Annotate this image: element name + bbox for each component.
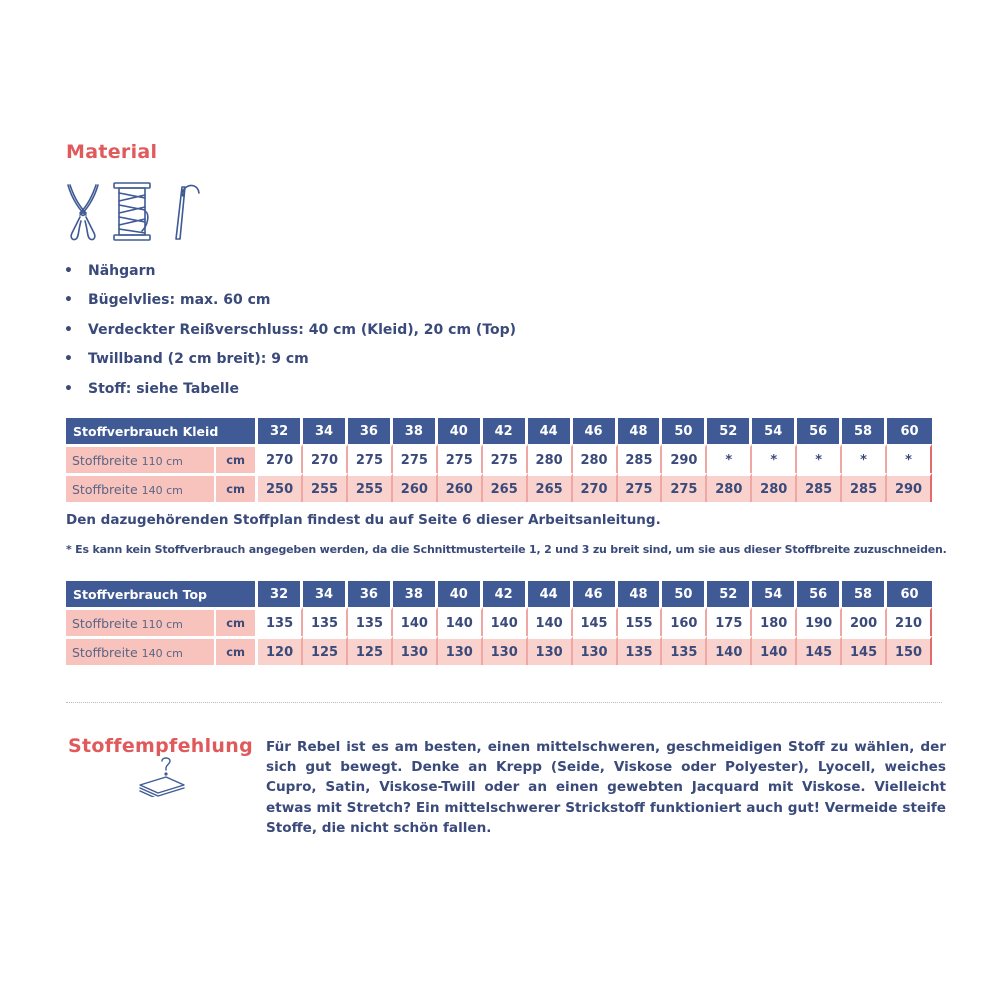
size-header: 32	[258, 418, 303, 444]
recommendation-text: Für Rebel ist es am besten, einen mittelschweren, geschmeidigen Stoff zu wählen, der sich gut bewegt. Denke an Krepp (Seide, Viskose oder Polyester), Lyocell, weiches Cupro, Satin, Viskose-Twill oder an einen gewebten Jacquard mit Viskose. Vielleicht etwas mit Stretch? Ein mittelschwerer Strickstoff funktioniert auch gut! Vermeide steife Stoffe, die nicht schön fallen.	[266, 739, 946, 836]
table-cell: 280	[528, 444, 573, 473]
table-cell: 145	[573, 607, 618, 636]
table-cell: 135	[258, 607, 303, 636]
table-cell: 255	[303, 473, 348, 502]
table-cell: 180	[752, 607, 797, 636]
row-label-text: Stoffbreite	[72, 644, 138, 660]
table-cell: 270	[573, 473, 618, 502]
size-header: 60	[887, 581, 932, 607]
size-header: 56	[797, 418, 842, 444]
material-item-thread: • Nähgarn	[64, 258, 516, 287]
size-header: 38	[393, 418, 438, 444]
thread-spool-icon	[114, 183, 150, 240]
table-cell: 140	[483, 607, 528, 636]
table-cell: 130	[438, 636, 483, 665]
fabric-table-dress	[66, 418, 932, 502]
table-cell: 285	[618, 444, 663, 473]
table-cell: 135	[662, 636, 707, 665]
table-cell: 140	[438, 607, 483, 636]
size-header: 40	[438, 581, 483, 607]
table-cell: 175	[707, 607, 752, 636]
table-cell: *	[707, 444, 752, 473]
table-cell: 265	[483, 473, 528, 502]
table-row	[66, 636, 932, 665]
size-header: 46	[573, 581, 618, 607]
table-cell: 280	[573, 444, 618, 473]
material-item-twill-tape: • Twillband (2 cm breit): 9 cm	[64, 346, 516, 375]
table-cell: 275	[618, 473, 663, 502]
table-cell: 285	[797, 473, 842, 502]
table-cell: 135	[618, 636, 663, 665]
table-cell: 290	[662, 444, 707, 473]
table-header-row	[66, 581, 932, 607]
table-cell: 265	[528, 473, 573, 502]
table-cell: 130	[573, 636, 618, 665]
row-label	[66, 473, 216, 502]
size-header: 48	[618, 581, 663, 607]
size-header: 36	[348, 581, 393, 607]
table-cell: 120	[258, 636, 303, 665]
table-cell: 130	[483, 636, 528, 665]
table-cell: 275	[483, 444, 528, 473]
table-cell: 145	[842, 636, 887, 665]
material-icons	[64, 181, 214, 243]
size-header: 50	[662, 581, 707, 607]
material-item-fabric: • Stoff: siehe Tabelle	[64, 376, 516, 405]
table-cell: 275	[393, 444, 438, 473]
needle-icon	[176, 186, 199, 239]
material-list	[64, 258, 516, 405]
size-header: 60	[887, 418, 932, 444]
table-cell: 155	[618, 607, 663, 636]
table-cell: 270	[258, 444, 303, 473]
table-header-row	[66, 418, 932, 444]
table-cell: 275	[348, 444, 393, 473]
row-label	[66, 444, 216, 473]
table-cell: 135	[348, 607, 393, 636]
table-cell: 130	[528, 636, 573, 665]
table-cell: 125	[303, 636, 348, 665]
size-header: 46	[573, 418, 618, 444]
table-cell: 280	[752, 473, 797, 502]
table-cell: 140	[393, 607, 438, 636]
table-row	[66, 444, 932, 473]
table-cell: 135	[303, 607, 348, 636]
table-cell: 150	[887, 636, 932, 665]
table-cell: 140	[528, 607, 573, 636]
row-label	[66, 636, 216, 665]
scissors-icon	[68, 185, 98, 240]
size-header: 58	[842, 418, 887, 444]
note-asterisk: * Es kann kein Stoffverbrauch angegeben werden, da die Schnittmusterteile 1, 2 und 3 zu breit sind, um sie aus dieser Stoffbreite zuzuschneiden.	[66, 543, 947, 556]
row-fabric-width: 140 cm	[141, 646, 183, 660]
table-cell: 255	[348, 473, 393, 502]
size-header: 38	[393, 581, 438, 607]
row-fabric-width: 110 cm	[141, 617, 183, 631]
table-cell: 190	[797, 607, 842, 636]
dotted-divider	[66, 702, 942, 703]
row-unit: cm	[216, 444, 258, 473]
size-header: 58	[842, 581, 887, 607]
table-row	[66, 607, 932, 636]
table-cell: 270	[303, 444, 348, 473]
table-cell: 140	[752, 636, 797, 665]
size-header: 42	[483, 418, 528, 444]
row-unit: cm	[216, 636, 258, 665]
size-header: 50	[662, 418, 707, 444]
table-cell: *	[752, 444, 797, 473]
table-cell: 130	[393, 636, 438, 665]
table-cell: *	[887, 444, 932, 473]
table-cell: 160	[662, 607, 707, 636]
note-cutting-plan: Den dazugehörenden Stoffplan findest du auf Seite 6 dieser Arbeitsanleitung.	[66, 512, 661, 528]
table-cell: 145	[797, 636, 842, 665]
table-cell: 260	[393, 473, 438, 502]
material-item-zipper: • Verdeckter Reißverschluss: 40 cm (Kleid), 20 cm (Top)	[64, 317, 516, 346]
table-cell: 210	[887, 607, 932, 636]
table-cell: 275	[438, 444, 483, 473]
size-header: 32	[258, 581, 303, 607]
row-label-text: Stoffbreite	[72, 481, 138, 497]
size-header: 52	[707, 418, 752, 444]
size-header: 44	[528, 418, 573, 444]
table-title: Stoffverbrauch Kleid	[66, 418, 258, 444]
size-header: 48	[618, 418, 663, 444]
table-cell: 290	[887, 473, 932, 502]
size-header: 36	[348, 418, 393, 444]
row-fabric-width: 110 cm	[141, 454, 183, 468]
table-cell: 140	[707, 636, 752, 665]
row-fabric-width: 140 cm	[141, 483, 183, 497]
table-cell: 125	[348, 636, 393, 665]
table-cell: 285	[842, 473, 887, 502]
size-header: 42	[483, 581, 528, 607]
size-header: 52	[707, 581, 752, 607]
size-header: 40	[438, 418, 483, 444]
table-cell: *	[842, 444, 887, 473]
size-header: 34	[303, 418, 348, 444]
fabric-table-top	[66, 581, 932, 665]
row-unit: cm	[216, 473, 258, 502]
table-cell: 280	[707, 473, 752, 502]
table-title: Stoffverbrauch Top	[66, 581, 258, 607]
table-cell: 200	[842, 607, 887, 636]
table-row	[66, 473, 932, 502]
row-unit: cm	[216, 607, 258, 636]
row-label-text: Stoffbreite	[72, 452, 138, 468]
fabric-stack-question-icon	[136, 757, 188, 797]
material-title: Material	[66, 141, 158, 163]
size-header: 54	[752, 418, 797, 444]
row-label-text: Stoffbreite	[72, 615, 138, 631]
table-cell: 250	[258, 473, 303, 502]
recommendation-title: Stoffempfehlung	[68, 735, 253, 757]
table-cell: 275	[662, 473, 707, 502]
size-header: 56	[797, 581, 842, 607]
row-label	[66, 607, 216, 636]
size-header: 54	[752, 581, 797, 607]
size-header: 34	[303, 581, 348, 607]
table-cell: *	[797, 444, 842, 473]
material-item-interfacing: • Bügelvlies: max. 60 cm	[64, 287, 516, 316]
table-cell: 260	[438, 473, 483, 502]
size-header: 44	[528, 581, 573, 607]
